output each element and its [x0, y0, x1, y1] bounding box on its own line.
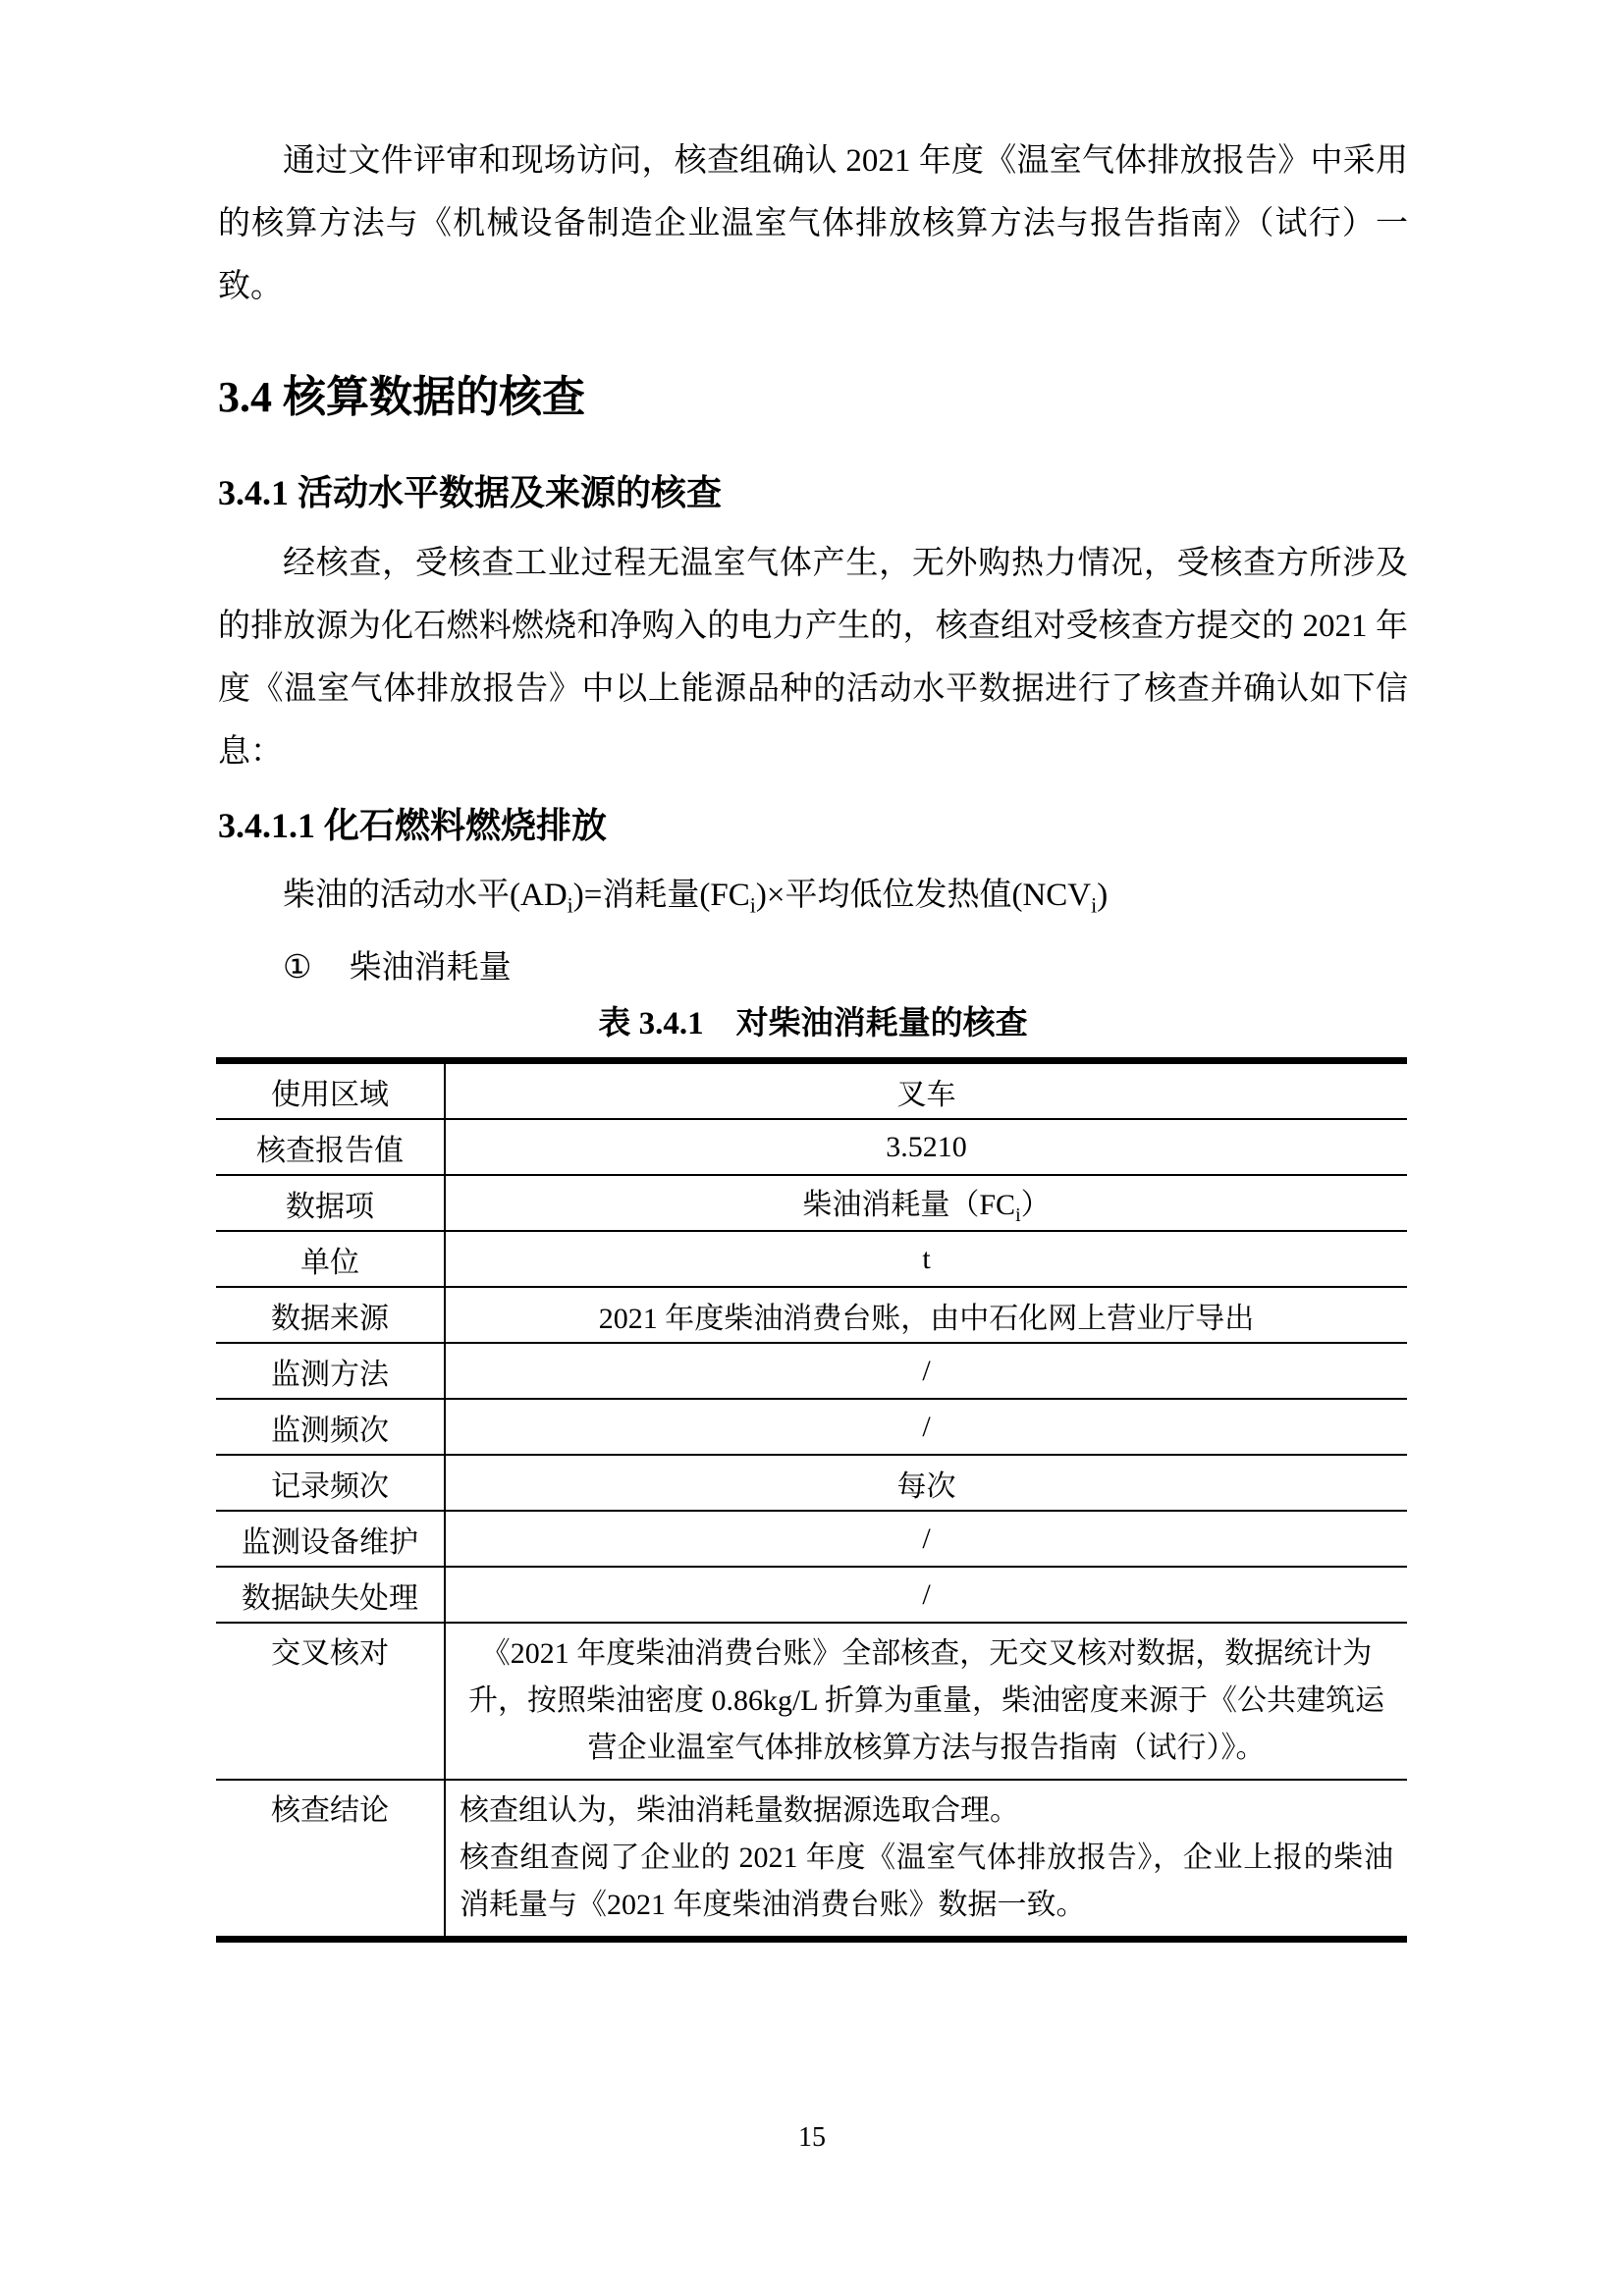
row-value-monitoring-frequency: / — [445, 1399, 1407, 1455]
row-label-record-frequency: 记录频次 — [216, 1455, 445, 1511]
row-label-data-item: 数据项 — [216, 1175, 445, 1231]
table-row — [216, 1343, 1407, 1399]
row-value-verified-value: 3.5210 — [445, 1119, 1407, 1175]
heading-3-4: 3.4 核算数据的核查 — [218, 373, 585, 421]
formula-subscript-2: i — [749, 892, 756, 918]
row-label-cross-check: 交叉核对 — [216, 1623, 445, 1780]
table-caption: 表 3.4.1 对柴油消耗量的核查 — [598, 1006, 1028, 1042]
heading-3-4-1-1: 3.4.1.1 化石燃料燃烧排放 — [218, 805, 608, 845]
row-label-data-source: 数据来源 — [216, 1287, 445, 1343]
row-value-unit: t — [445, 1231, 1407, 1287]
row-label-unit: 单位 — [216, 1231, 445, 1287]
formula-diesel-activity — [218, 871, 1408, 931]
formula-part-2: )=消耗量(FC — [572, 877, 750, 913]
table-row — [216, 1455, 1407, 1511]
row-value-record-frequency: 每次 — [445, 1455, 1407, 1511]
table-row — [216, 1061, 1407, 1120]
data-item-suffix: ） — [1020, 1188, 1051, 1221]
table-row — [216, 1511, 1407, 1567]
data-item-prefix: 柴油消耗量（FC — [802, 1188, 1016, 1221]
formula-part-1: 柴油的活动水平(AD — [283, 877, 568, 913]
row-label-monitoring-frequency: 监测频次 — [216, 1399, 445, 1455]
page-number: 15 — [798, 2122, 826, 2153]
diesel-verification-table — [216, 1057, 1407, 1943]
list-item-text: 柴油消耗量 — [349, 950, 512, 987]
row-value-verification-conclusion — [445, 1780, 1407, 1940]
table-row — [216, 1567, 1407, 1623]
table-row — [216, 1287, 1407, 1343]
table-row — [216, 1231, 1407, 1287]
formula-subscript-3: i — [1091, 892, 1098, 918]
row-value-monitoring-method: / — [445, 1343, 1407, 1399]
data-item-subscript: i — [1015, 1203, 1021, 1226]
row-label-monitoring-method: 监测方法 — [216, 1343, 445, 1399]
row-label-equipment-maintenance: 监测设备维护 — [216, 1511, 445, 1567]
row-value-data-item — [445, 1175, 1407, 1231]
paragraph-activity: 经核查，受核查工业过程无温室气体产生，无外购热力情况，受核查方所涉及的排放源为化石燃料燃烧和净购入的电力产生的，核查组对受核查方提交的 2021 年度《温室气体排放报告》中以上能源品种的活动水平数据进行了核查并确认如下信息： — [218, 545, 1408, 770]
row-value-equipment-maintenance: / — [445, 1511, 1407, 1567]
row-label-missing-data-handling: 数据缺失处理 — [216, 1567, 445, 1623]
table-row — [216, 1399, 1407, 1455]
row-label-verification-conclusion: 核查结论 — [216, 1780, 445, 1940]
heading-3-4-1: 3.4.1 活动水平数据及来源的核查 — [218, 473, 723, 513]
paragraph-intro: 通过文件评审和现场访问，核查组确认 2021 年度《温室气体排放报告》中采用的核算方法与《机械设备制造企业温室气体排放核算方法与报告指南》（试行）一致。 — [218, 143, 1408, 304]
row-value-data-source: 2021 年度柴油消费台账，由中石化网上营业厅导出 — [445, 1287, 1407, 1343]
row-value-usage-area: 叉车 — [445, 1061, 1407, 1120]
circled-one-marker: ① — [283, 950, 312, 987]
formula-part-4: ) — [1097, 877, 1109, 913]
table-row — [216, 1780, 1407, 1940]
row-value-cross-check: 《2021 年度柴油消费台账》全部核查，无交叉核对数据，数据统计为升，按照柴油密度 0.86kg/L 折算为重量，柴油密度来源于《公共建筑运营企业温室气体排放核算方法与报告指南（试行）》。 — [445, 1623, 1407, 1780]
row-value-missing-data-handling: / — [445, 1567, 1407, 1623]
formula-part-3: )×平均低位发热值(NCV — [755, 877, 1092, 913]
conclusion-line-1: 核查组认为，柴油消耗量数据源选取合理。 — [460, 1794, 1019, 1828]
table-row — [216, 1623, 1407, 1780]
conclusion-line-2: 核查组查阅了企业的 2021 年度《温室气体排放报告》，企业上报的柴油消耗量与《2021 年度柴油消费台账》数据一致。 — [460, 1842, 1393, 1922]
list-item-diesel-consumption — [218, 943, 1408, 992]
table-row — [216, 1175, 1407, 1231]
row-label-verified-value: 核查报告值 — [216, 1119, 445, 1175]
table-row — [216, 1119, 1407, 1175]
formula-subscript-1: i — [567, 892, 573, 918]
row-label-usage-area: 使用区域 — [216, 1061, 445, 1120]
